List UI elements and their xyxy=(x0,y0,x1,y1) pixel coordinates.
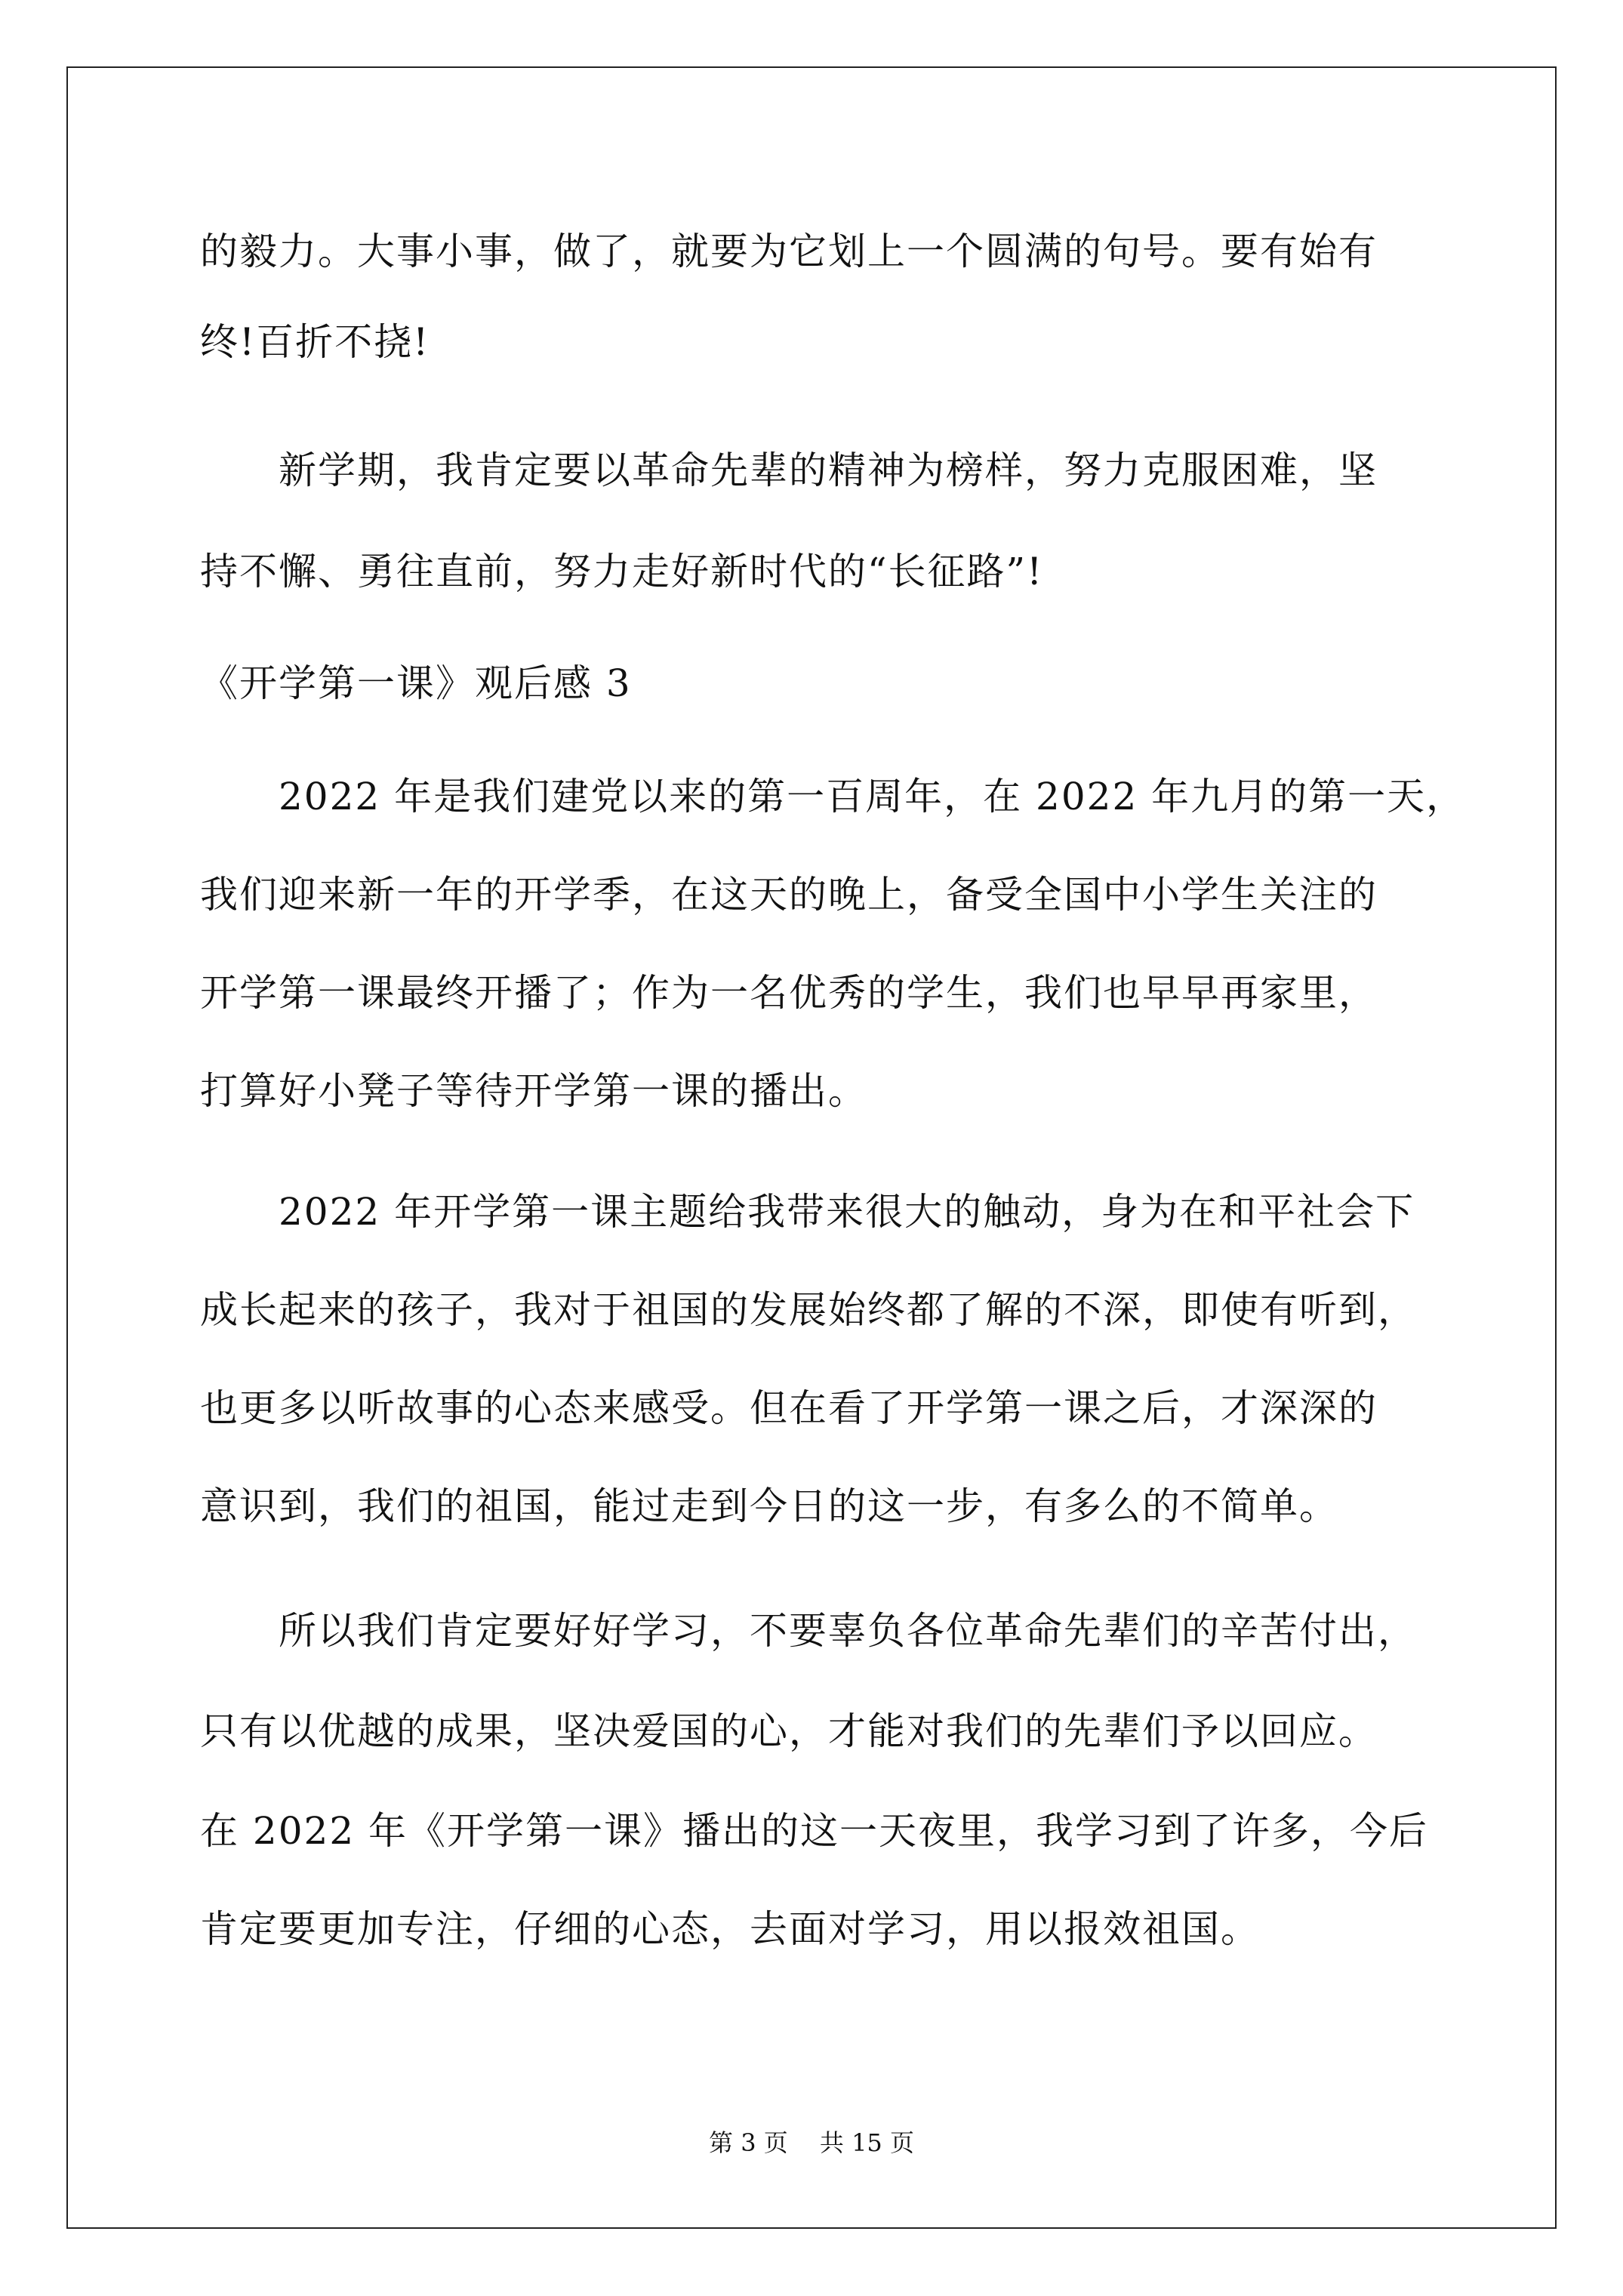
text-line: 肯定要更加专注，仔细的心态，去面对学习，用以报效祖国。 xyxy=(200,1907,1260,1951)
text-line: 打算好小凳子等待开学第一课的播出。 xyxy=(200,1069,867,1113)
text-line: 2022 年是我们建党以来的第一百周年，在 2022 年九月的第一天， xyxy=(200,775,1466,818)
text-line: 终!百折不挠! xyxy=(200,320,430,364)
text-line: 开学第一课最终开播了；作为一名优秀的学生，我们也早早再家里， xyxy=(200,971,1378,1015)
text-line: 我们迎来新一年的开学季，在这天的晚上，备受全国中小学生关注的 xyxy=(200,873,1378,917)
page-frame xyxy=(66,66,1557,2229)
text-line: 所以我们肯定要好好学习，不要辜负各位革命先辈们的辛苦付出， xyxy=(200,1609,1417,1653)
text-line: 持不懈、勇往直前，努力走好新时代的“长征路”! xyxy=(200,550,1044,593)
text-line: 也更多以听故事的心态来感受。但在看了开学第一课之后，才深深的 xyxy=(200,1386,1378,1430)
text-line: 只有以优越的成果，坚决爱国的心，才能对我们的先辈们予以回应。 xyxy=(200,1709,1378,1753)
page-number-footer: 第 3 页 共 15 页 xyxy=(709,2128,914,2157)
text-line: 意识到，我们的祖国，能过走到今日的这一步，有多么的不简单。 xyxy=(200,1484,1338,1528)
text-line: 成长起来的孩子，我对于祖国的发展始终都了解的不深，即使有听到， xyxy=(200,1288,1417,1332)
text-line: 新学期，我肯定要以革命先辈的精神为榜样，努力克服困难，坚 xyxy=(200,448,1378,492)
section-heading: 《开学第一课》观后感 3 xyxy=(200,661,632,705)
text-line: 在 2022 年《开学第一课》播出的这一天夜里，我学习到了许多，今后 xyxy=(200,1809,1429,1853)
text-line: 的毅力。大事小事，做了，就要为它划上一个圆满的句号。要有始有 xyxy=(200,230,1378,273)
text-line: 2022 年开学第一课主题给我带来很大的触动，身为在和平社会下 xyxy=(200,1190,1415,1234)
